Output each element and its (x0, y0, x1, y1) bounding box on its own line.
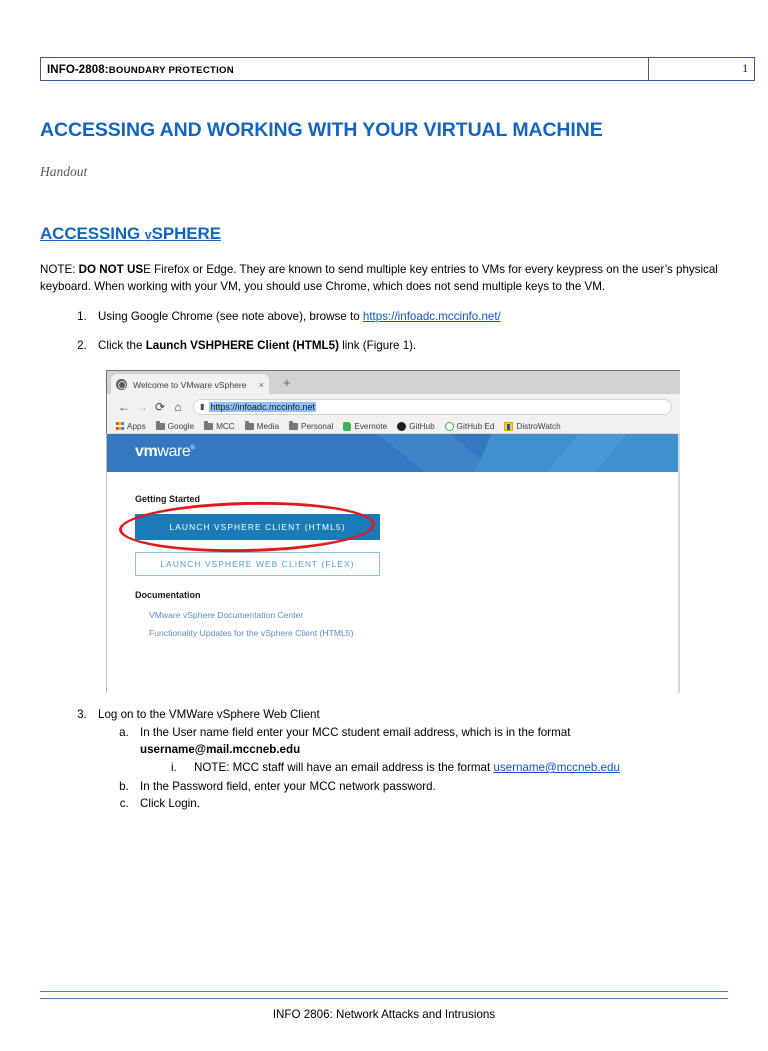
step3a-email-format: username@mail.mccneb.edu (140, 743, 301, 756)
chrome-tab-strip (106, 370, 680, 394)
new-tab-button[interactable]: + (283, 375, 291, 390)
list-item-step1 (90, 308, 728, 325)
bookmark-github[interactable] (397, 422, 434, 431)
footer-divider-top (40, 991, 728, 992)
step3a-sublist (140, 759, 728, 776)
doc-link-functionality-updates[interactable]: Functionality Updates for the vSphere Client (HTML5) (149, 628, 354, 638)
reload-icon[interactable]: ⟳ (154, 399, 166, 414)
section-heading-small-cap: v (144, 228, 152, 242)
close-icon[interactable]: × (258, 379, 264, 390)
getting-started-heading: Getting Started (135, 494, 201, 504)
browser-tab-title: Welcome to VMware vSphere (133, 379, 247, 390)
document-subtitle: Handout (40, 164, 88, 179)
github-icon (397, 422, 406, 431)
step3a-text: In the User name field enter your MCC student email address, which is in the format (140, 726, 571, 739)
chrome-browser-window (97, 368, 680, 693)
bookmark-distrowatch[interactable] (504, 422, 560, 431)
folder-icon (245, 423, 254, 430)
section-heading-accessing-vsphere (40, 224, 221, 244)
chrome-bookmarks-bar (106, 419, 680, 434)
bookmark-label: Personal (301, 421, 334, 431)
list-item-step3ai (180, 759, 728, 776)
vmware-banner (107, 434, 680, 472)
bookmark-github-ed[interactable] (445, 422, 495, 431)
note-bold-warning: DO NOT US (78, 263, 144, 276)
bookmark-label: GitHub Ed (456, 421, 495, 431)
list-item-step3 (90, 706, 728, 812)
chrome-toolbar (106, 394, 680, 419)
vsphere-url-link[interactable]: https://infoadc.mccinfo.net/ (362, 310, 501, 323)
globe-favicon-icon (116, 379, 127, 390)
browser-tab[interactable] (111, 374, 269, 395)
list-item-step3a (132, 724, 728, 776)
logo-vm-text: vm (135, 443, 158, 460)
document-page (0, 57, 768, 1051)
home-icon[interactable]: ⌂ (174, 399, 182, 414)
step1-text: Using Google Chrome (see note above), browse to (98, 310, 363, 323)
bookmark-apps[interactable] (116, 422, 146, 431)
distrowatch-icon (504, 422, 513, 431)
launch-vsphere-client-html5-button[interactable]: LAUNCH VSPHERE CLIENT (HTML5) (135, 514, 380, 540)
section-heading-prefix: ACCESSING (40, 224, 145, 243)
vsphere-content (107, 472, 680, 638)
doc-link-documentation-center[interactable]: VMware vSphere Documentation Center (149, 610, 304, 620)
note-paragraph (40, 261, 728, 295)
header-course-cell (41, 58, 649, 81)
bookmark-label: DistroWatch (516, 421, 561, 431)
lock-icon: ▮ (200, 402, 205, 411)
page-title: ACCESSING AND WORKING WITH YOUR VIRTUAL MACHINE (40, 119, 603, 141)
list-item-step2 (90, 337, 728, 354)
steps-list-continued (40, 706, 728, 812)
bookmark-evernote[interactable] (343, 422, 387, 431)
bookmark-label: MCC (216, 421, 235, 431)
bookmark-label: Evernote (354, 421, 388, 431)
forward-arrow-icon[interactable]: → (136, 399, 148, 414)
vsphere-getting-started-page (106, 434, 680, 693)
step3-text: Log on to the VMWare vSphere Web Client (98, 708, 320, 721)
bookmark-label: GitHub (409, 421, 435, 431)
bookmark-label: Media (256, 421, 280, 431)
apps-grid-icon (116, 422, 124, 430)
documentation-heading: Documentation (135, 590, 201, 600)
folder-icon (156, 423, 165, 430)
step3-sublist (98, 724, 728, 812)
header-course-code: INFO-2808: (47, 64, 109, 76)
evernote-icon (343, 422, 351, 431)
note-body: E Firefox or Edge. They are known to send multiple key entries to VMs for every keypress on the user’s physical keyboard. When working with your VM, you should use Chrome, which does not send multiple keys to the VM. (40, 263, 718, 293)
address-bar[interactable] (193, 399, 672, 415)
step2-bold-link-name: Launch VSHPHERE Client (HTML5) (145, 339, 339, 352)
folder-icon (204, 423, 213, 430)
header-page-number: 1 (649, 58, 755, 81)
page-header-table (40, 57, 755, 81)
address-bar-url: https://infoadc.mccinfo.net (210, 401, 315, 412)
steps-list (40, 308, 728, 354)
bookmark-personal[interactable] (289, 422, 333, 431)
bookmark-mcc[interactable] (204, 422, 235, 431)
staff-email-link[interactable]: username@mccneb.edu (493, 761, 620, 774)
bookmark-label: Google (167, 421, 195, 431)
github-ed-icon (445, 422, 454, 431)
step2-text-after: link (Figure 1). (338, 339, 417, 352)
bookmark-google[interactable] (156, 422, 194, 431)
step2-text-before: Click the (98, 339, 146, 352)
list-item-step3c: c. Click Login. (132, 795, 728, 812)
bookmark-media[interactable] (245, 422, 279, 431)
header-row (41, 58, 755, 81)
step3ai-text: NOTE: MCC staff will have an email address is the format (194, 761, 494, 774)
registered-mark-icon: ® (190, 445, 195, 452)
figure-browser-screenshot (97, 368, 680, 693)
vmware-logo (135, 443, 194, 461)
bookmark-label: Apps (127, 421, 146, 431)
footer-course-text: INFO 2806: Network Attacks and Intrusions (272, 1008, 496, 1021)
back-arrow-icon[interactable]: ← (118, 399, 130, 414)
note-prefix: NOTE: (40, 263, 79, 276)
documentation-links (135, 610, 680, 638)
footer-divider-bottom (40, 998, 728, 999)
folder-icon (289, 423, 298, 430)
red-ellipse-annotation-icon (119, 499, 376, 554)
section-heading-suffix: SPHERE (151, 224, 221, 243)
launch-vsphere-web-client-flex-button[interactable]: LAUNCH VSPHERE WEB CLIENT (FLEX) (135, 552, 380, 576)
list-item-step3b: b. In the Password field, enter your MCC network password. (132, 778, 728, 795)
page-footer (40, 991, 728, 1021)
logo-ware-text: ware (157, 443, 191, 460)
header-course-title: BOUNDARY PROTECTION (108, 65, 234, 76)
